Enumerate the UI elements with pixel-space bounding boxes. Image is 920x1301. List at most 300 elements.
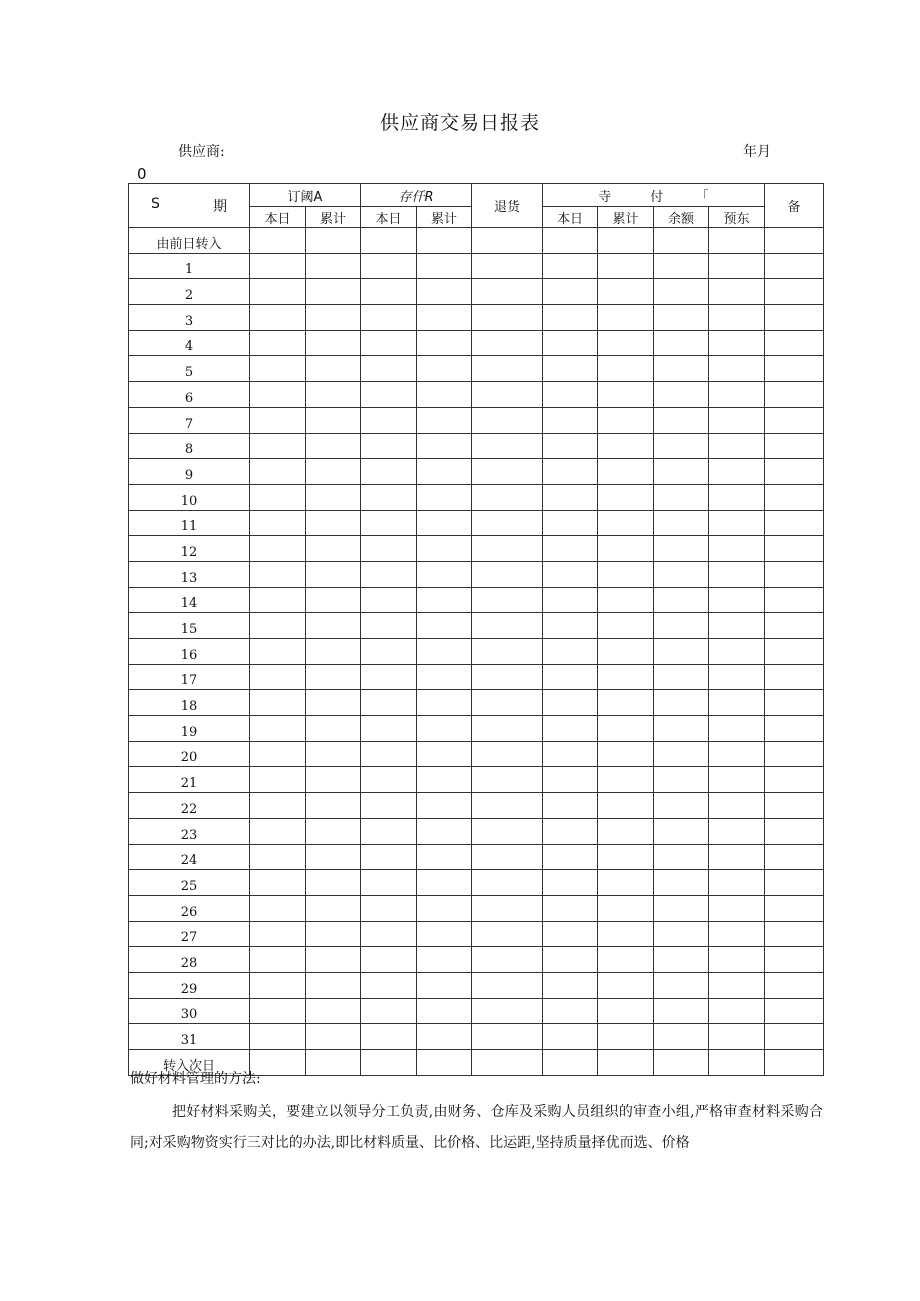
table-cell[interactable]: [598, 305, 654, 331]
table-cell[interactable]: [472, 947, 543, 973]
table-cell[interactable]: [598, 253, 654, 279]
table-cell[interactable]: [417, 741, 472, 767]
table-cell[interactable]: [543, 330, 598, 356]
table-cell[interactable]: [709, 330, 765, 356]
table-cell[interactable]: [654, 433, 709, 459]
table-cell[interactable]: [472, 356, 543, 382]
table-cell[interactable]: [417, 613, 472, 639]
table-cell[interactable]: [543, 433, 598, 459]
table-cell[interactable]: [417, 459, 472, 485]
table-cell[interactable]: [472, 1024, 543, 1050]
table-cell[interactable]: [250, 793, 306, 819]
table-cell[interactable]: [654, 767, 709, 793]
table-cell[interactable]: [306, 716, 361, 742]
table-cell[interactable]: [417, 921, 472, 947]
table-cell[interactable]: [765, 228, 824, 254]
table-cell[interactable]: [598, 767, 654, 793]
table-cell[interactable]: [654, 844, 709, 870]
table-cell[interactable]: [250, 767, 306, 793]
table-cell[interactable]: [472, 870, 543, 896]
table-cell[interactable]: [543, 767, 598, 793]
table-cell[interactable]: [654, 998, 709, 1024]
table-cell[interactable]: [709, 407, 765, 433]
table-cell[interactable]: [361, 1050, 417, 1076]
table-cell[interactable]: [765, 767, 824, 793]
table-cell[interactable]: [250, 536, 306, 562]
table-cell[interactable]: [709, 639, 765, 665]
table-cell[interactable]: [543, 921, 598, 947]
table-cell[interactable]: [654, 305, 709, 331]
table-cell[interactable]: [709, 305, 765, 331]
table-cell[interactable]: [709, 279, 765, 305]
table-cell[interactable]: [654, 793, 709, 819]
table-cell[interactable]: [709, 998, 765, 1024]
table-cell[interactable]: [765, 382, 824, 408]
table-cell[interactable]: [361, 870, 417, 896]
table-cell[interactable]: [543, 484, 598, 510]
table-cell[interactable]: [654, 484, 709, 510]
table-cell[interactable]: [543, 844, 598, 870]
table-cell[interactable]: [654, 613, 709, 639]
table-cell[interactable]: [472, 484, 543, 510]
table-cell[interactable]: [709, 356, 765, 382]
table-cell[interactable]: [306, 613, 361, 639]
table-cell[interactable]: [361, 947, 417, 973]
table-cell[interactable]: [709, 921, 765, 947]
table-cell[interactable]: [417, 767, 472, 793]
table-cell[interactable]: [543, 407, 598, 433]
table-cell[interactable]: [654, 330, 709, 356]
table-cell[interactable]: [598, 433, 654, 459]
table-cell[interactable]: [472, 741, 543, 767]
table-cell[interactable]: [250, 870, 306, 896]
table-cell[interactable]: [598, 818, 654, 844]
table-cell[interactable]: [543, 305, 598, 331]
table-cell[interactable]: [543, 279, 598, 305]
table-cell[interactable]: [306, 1050, 361, 1076]
table-cell[interactable]: [472, 536, 543, 562]
table-cell[interactable]: [765, 844, 824, 870]
table-cell[interactable]: [417, 305, 472, 331]
table-cell[interactable]: [598, 536, 654, 562]
table-cell[interactable]: [598, 228, 654, 254]
table-cell[interactable]: [306, 870, 361, 896]
table-cell[interactable]: [417, 407, 472, 433]
table-cell[interactable]: [250, 947, 306, 973]
table-cell[interactable]: [654, 253, 709, 279]
table-cell[interactable]: [361, 382, 417, 408]
table-cell[interactable]: [543, 793, 598, 819]
table-cell[interactable]: [250, 305, 306, 331]
table-cell[interactable]: [361, 844, 417, 870]
table-cell[interactable]: [654, 510, 709, 536]
table-cell[interactable]: [361, 741, 417, 767]
table-cell[interactable]: [472, 818, 543, 844]
table-cell[interactable]: [417, 1050, 472, 1076]
table-cell[interactable]: [250, 613, 306, 639]
table-cell[interactable]: [417, 818, 472, 844]
table-cell[interactable]: [765, 253, 824, 279]
table-cell[interactable]: [250, 998, 306, 1024]
table-cell[interactable]: [709, 793, 765, 819]
table-cell[interactable]: [306, 947, 361, 973]
table-cell[interactable]: [361, 921, 417, 947]
table-cell[interactable]: [250, 639, 306, 665]
table-cell[interactable]: [472, 1050, 543, 1076]
table-cell[interactable]: [543, 613, 598, 639]
table-cell[interactable]: [709, 484, 765, 510]
table-cell[interactable]: [543, 895, 598, 921]
table-cell[interactable]: [543, 459, 598, 485]
table-cell[interactable]: [417, 1024, 472, 1050]
table-cell[interactable]: [765, 639, 824, 665]
table-cell[interactable]: [709, 536, 765, 562]
table-cell[interactable]: [472, 510, 543, 536]
table-cell[interactable]: [598, 587, 654, 613]
table-cell[interactable]: [472, 895, 543, 921]
table-cell[interactable]: [709, 1050, 765, 1076]
table-cell[interactable]: [361, 1024, 417, 1050]
table-cell[interactable]: [598, 844, 654, 870]
table-cell[interactable]: [709, 433, 765, 459]
table-cell[interactable]: [765, 690, 824, 716]
table-cell[interactable]: [543, 1050, 598, 1076]
table-cell[interactable]: [472, 664, 543, 690]
table-cell[interactable]: [250, 407, 306, 433]
table-cell[interactable]: [306, 767, 361, 793]
table-cell[interactable]: [417, 870, 472, 896]
table-cell[interactable]: [361, 716, 417, 742]
table-cell[interactable]: [417, 561, 472, 587]
table-cell[interactable]: [543, 1024, 598, 1050]
table-cell[interactable]: [709, 947, 765, 973]
table-cell[interactable]: [654, 356, 709, 382]
table-cell[interactable]: [543, 972, 598, 998]
table-cell[interactable]: [765, 741, 824, 767]
table-cell[interactable]: [765, 536, 824, 562]
table-cell[interactable]: [250, 921, 306, 947]
table-cell[interactable]: [306, 844, 361, 870]
table-cell[interactable]: [472, 561, 543, 587]
table-cell[interactable]: [654, 921, 709, 947]
table-cell[interactable]: [472, 613, 543, 639]
table-cell[interactable]: [306, 382, 361, 408]
table-cell[interactable]: [543, 253, 598, 279]
table-cell[interactable]: [543, 664, 598, 690]
table-cell[interactable]: [250, 228, 306, 254]
table-cell[interactable]: [250, 356, 306, 382]
table-cell[interactable]: [361, 356, 417, 382]
table-cell[interactable]: [472, 767, 543, 793]
table-cell[interactable]: [361, 253, 417, 279]
table-cell[interactable]: [598, 613, 654, 639]
table-cell[interactable]: [417, 998, 472, 1024]
table-cell[interactable]: [709, 459, 765, 485]
table-cell[interactable]: [598, 716, 654, 742]
table-cell[interactable]: [361, 972, 417, 998]
table-cell[interactable]: [543, 947, 598, 973]
table-cell[interactable]: [417, 639, 472, 665]
table-cell[interactable]: [709, 690, 765, 716]
table-cell[interactable]: [250, 279, 306, 305]
table-cell[interactable]: [765, 921, 824, 947]
table-cell[interactable]: [598, 407, 654, 433]
table-cell[interactable]: [765, 998, 824, 1024]
table-cell[interactable]: [654, 895, 709, 921]
table-cell[interactable]: [361, 613, 417, 639]
table-cell[interactable]: [654, 228, 709, 254]
table-cell[interactable]: [654, 382, 709, 408]
table-cell[interactable]: [765, 1050, 824, 1076]
table-cell[interactable]: [306, 459, 361, 485]
table-cell[interactable]: [654, 818, 709, 844]
table-cell[interactable]: [306, 484, 361, 510]
table-cell[interactable]: [472, 407, 543, 433]
table-cell[interactable]: [250, 330, 306, 356]
table-cell[interactable]: [598, 1050, 654, 1076]
table-cell[interactable]: [654, 1024, 709, 1050]
table-cell[interactable]: [654, 587, 709, 613]
table-cell[interactable]: [417, 433, 472, 459]
table-cell[interactable]: [417, 690, 472, 716]
table-cell[interactable]: [598, 998, 654, 1024]
table-cell[interactable]: [361, 433, 417, 459]
table-cell[interactable]: [709, 587, 765, 613]
table-cell[interactable]: [709, 510, 765, 536]
table-cell[interactable]: [598, 921, 654, 947]
table-cell[interactable]: [765, 484, 824, 510]
table-cell[interactable]: [765, 793, 824, 819]
table-cell[interactable]: [654, 561, 709, 587]
table-cell[interactable]: [361, 536, 417, 562]
table-cell[interactable]: [709, 561, 765, 587]
table-cell[interactable]: [765, 895, 824, 921]
table-cell[interactable]: [709, 664, 765, 690]
table-cell[interactable]: [361, 664, 417, 690]
table-cell[interactable]: [654, 279, 709, 305]
table-cell[interactable]: [709, 1024, 765, 1050]
table-cell[interactable]: [361, 228, 417, 254]
table-cell[interactable]: [250, 382, 306, 408]
table-cell[interactable]: [598, 741, 654, 767]
table-cell[interactable]: [250, 561, 306, 587]
table-cell[interactable]: [306, 639, 361, 665]
table-cell[interactable]: [598, 947, 654, 973]
table-cell[interactable]: [361, 330, 417, 356]
table-cell[interactable]: [417, 947, 472, 973]
table-cell[interactable]: [417, 716, 472, 742]
table-cell[interactable]: [306, 921, 361, 947]
table-cell[interactable]: [472, 228, 543, 254]
table-cell[interactable]: [765, 305, 824, 331]
table-cell[interactable]: [709, 844, 765, 870]
table-cell[interactable]: [765, 561, 824, 587]
table-cell[interactable]: [765, 510, 824, 536]
table-cell[interactable]: [250, 818, 306, 844]
table-cell[interactable]: [543, 716, 598, 742]
table-cell[interactable]: [598, 279, 654, 305]
table-cell[interactable]: [543, 741, 598, 767]
table-cell[interactable]: [765, 279, 824, 305]
table-cell[interactable]: [361, 484, 417, 510]
table-cell[interactable]: [306, 253, 361, 279]
table-cell[interactable]: [709, 716, 765, 742]
table-cell[interactable]: [361, 407, 417, 433]
table-cell[interactable]: [472, 716, 543, 742]
table-cell[interactable]: [709, 870, 765, 896]
table-cell[interactable]: [598, 510, 654, 536]
table-cell[interactable]: [361, 767, 417, 793]
table-cell[interactable]: [417, 587, 472, 613]
table-cell[interactable]: [306, 587, 361, 613]
table-cell[interactable]: [417, 793, 472, 819]
table-cell[interactable]: [417, 844, 472, 870]
table-cell[interactable]: [250, 716, 306, 742]
table-cell[interactable]: [709, 741, 765, 767]
table-cell[interactable]: [543, 356, 598, 382]
table-cell[interactable]: [765, 664, 824, 690]
table-cell[interactable]: [709, 253, 765, 279]
table-cell[interactable]: [417, 536, 472, 562]
table-cell[interactable]: [543, 561, 598, 587]
table-cell[interactable]: [361, 998, 417, 1024]
table-cell[interactable]: [765, 818, 824, 844]
table-cell[interactable]: [250, 844, 306, 870]
table-cell[interactable]: [306, 972, 361, 998]
table-cell[interactable]: [598, 972, 654, 998]
table-cell[interactable]: [654, 536, 709, 562]
table-cell[interactable]: [598, 459, 654, 485]
table-cell[interactable]: [765, 587, 824, 613]
table-cell[interactable]: [598, 793, 654, 819]
table-cell[interactable]: [543, 818, 598, 844]
table-cell[interactable]: [250, 459, 306, 485]
table-cell[interactable]: [765, 716, 824, 742]
table-cell[interactable]: [361, 561, 417, 587]
table-cell[interactable]: [361, 818, 417, 844]
table-cell[interactable]: [543, 382, 598, 408]
table-cell[interactable]: [306, 561, 361, 587]
table-cell[interactable]: [598, 382, 654, 408]
table-cell[interactable]: [361, 279, 417, 305]
table-cell[interactable]: [250, 587, 306, 613]
table-cell[interactable]: [306, 895, 361, 921]
table-cell[interactable]: [598, 330, 654, 356]
table-cell[interactable]: [306, 407, 361, 433]
table-cell[interactable]: [417, 382, 472, 408]
table-cell[interactable]: [417, 972, 472, 998]
table-cell[interactable]: [709, 767, 765, 793]
table-cell[interactable]: [306, 998, 361, 1024]
table-cell[interactable]: [543, 870, 598, 896]
table-cell[interactable]: [654, 459, 709, 485]
table-cell[interactable]: [250, 972, 306, 998]
table-cell[interactable]: [306, 433, 361, 459]
table-cell[interactable]: [361, 895, 417, 921]
table-cell[interactable]: [306, 536, 361, 562]
table-cell[interactable]: [598, 561, 654, 587]
table-cell[interactable]: [417, 279, 472, 305]
table-cell[interactable]: [417, 330, 472, 356]
table-cell[interactable]: [472, 253, 543, 279]
table-cell[interactable]: [543, 639, 598, 665]
table-cell[interactable]: [654, 947, 709, 973]
table-cell[interactable]: [472, 330, 543, 356]
table-cell[interactable]: [361, 639, 417, 665]
table-cell[interactable]: [543, 998, 598, 1024]
table-cell[interactable]: [306, 818, 361, 844]
table-cell[interactable]: [709, 228, 765, 254]
table-cell[interactable]: [543, 228, 598, 254]
table-cell[interactable]: [417, 484, 472, 510]
table-cell[interactable]: [472, 998, 543, 1024]
table-cell[interactable]: [765, 459, 824, 485]
table-cell[interactable]: [709, 818, 765, 844]
table-cell[interactable]: [472, 305, 543, 331]
table-cell[interactable]: [250, 664, 306, 690]
table-cell[interactable]: [417, 664, 472, 690]
table-cell[interactable]: [417, 356, 472, 382]
table-cell[interactable]: [654, 664, 709, 690]
table-cell[interactable]: [417, 895, 472, 921]
table-cell[interactable]: [598, 690, 654, 716]
table-cell[interactable]: [543, 510, 598, 536]
table-cell[interactable]: [654, 690, 709, 716]
table-cell[interactable]: [765, 433, 824, 459]
table-cell[interactable]: [543, 587, 598, 613]
table-cell[interactable]: [361, 510, 417, 536]
table-cell[interactable]: [654, 972, 709, 998]
table-cell[interactable]: [765, 613, 824, 639]
table-cell[interactable]: [598, 870, 654, 896]
table-cell[interactable]: [417, 253, 472, 279]
table-cell[interactable]: [765, 330, 824, 356]
table-cell[interactable]: [472, 972, 543, 998]
table-cell[interactable]: [250, 433, 306, 459]
table-cell[interactable]: [543, 690, 598, 716]
table-cell[interactable]: [306, 356, 361, 382]
table-cell[interactable]: [543, 536, 598, 562]
table-cell[interactable]: [598, 639, 654, 665]
table-cell[interactable]: [654, 716, 709, 742]
table-cell[interactable]: [654, 407, 709, 433]
table-cell[interactable]: [654, 870, 709, 896]
table-cell[interactable]: [250, 510, 306, 536]
table-cell[interactable]: [472, 921, 543, 947]
table-cell[interactable]: [250, 253, 306, 279]
table-cell[interactable]: [654, 639, 709, 665]
table-cell[interactable]: [306, 1024, 361, 1050]
table-cell[interactable]: [306, 510, 361, 536]
table-cell[interactable]: [250, 484, 306, 510]
table-cell[interactable]: [472, 793, 543, 819]
table-cell[interactable]: [765, 947, 824, 973]
table-cell[interactable]: [709, 382, 765, 408]
table-cell[interactable]: [765, 1024, 824, 1050]
table-cell[interactable]: [709, 895, 765, 921]
table-cell[interactable]: [598, 1024, 654, 1050]
table-cell[interactable]: [472, 459, 543, 485]
table-cell[interactable]: [598, 895, 654, 921]
table-cell[interactable]: [709, 613, 765, 639]
table-cell[interactable]: [361, 305, 417, 331]
table-cell[interactable]: [250, 1024, 306, 1050]
table-cell[interactable]: [654, 1050, 709, 1076]
table-cell[interactable]: [306, 228, 361, 254]
table-cell[interactable]: [709, 972, 765, 998]
table-cell[interactable]: [306, 664, 361, 690]
table-cell[interactable]: [361, 459, 417, 485]
